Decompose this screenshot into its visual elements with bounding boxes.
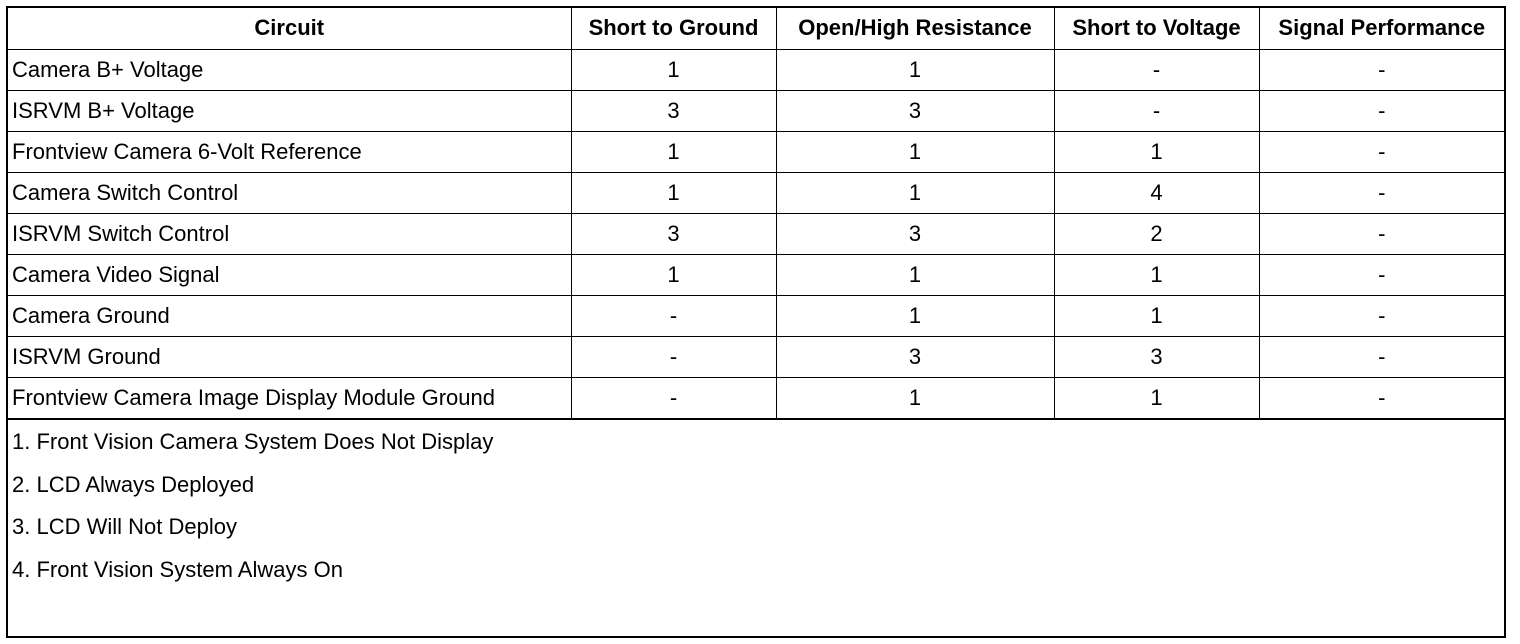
open-high-resistance-cell: 1 xyxy=(776,295,1054,336)
short-to-voltage-cell: 1 xyxy=(1054,377,1259,418)
circuit-cell: Frontview Camera 6-Volt Reference xyxy=(8,131,571,172)
short-to-ground-cell: 1 xyxy=(571,131,776,172)
signal-performance-cell: - xyxy=(1259,377,1504,418)
short-to-ground-cell: 1 xyxy=(571,254,776,295)
symptom-notes xyxy=(8,419,1504,592)
short-to-voltage-cell: 1 xyxy=(1054,131,1259,172)
short-to-voltage-cell: 2 xyxy=(1054,213,1259,254)
table-row xyxy=(8,131,1504,172)
short-to-voltage-cell: 1 xyxy=(1054,254,1259,295)
short-to-ground-cell: - xyxy=(571,295,776,336)
table-row xyxy=(8,336,1504,377)
circuit-cell: Camera Video Signal xyxy=(8,254,571,295)
short-to-ground-cell: 3 xyxy=(571,90,776,131)
signal-performance-cell: - xyxy=(1259,213,1504,254)
circuit-cell: Frontview Camera Image Display Module Ground xyxy=(8,377,571,418)
table-row xyxy=(8,377,1504,418)
fault-table xyxy=(8,8,1504,419)
short-to-voltage-cell: 4 xyxy=(1054,172,1259,213)
signal-performance-cell: - xyxy=(1259,336,1504,377)
signal-performance-cell: - xyxy=(1259,295,1504,336)
short-to-ground-cell: - xyxy=(571,336,776,377)
short-to-ground-cell: - xyxy=(571,377,776,418)
note-item: 3. LCD Will Not Deploy xyxy=(12,514,237,540)
short-to-ground-cell: 1 xyxy=(571,49,776,90)
table-row xyxy=(8,90,1504,131)
circuit-cell: Camera Ground xyxy=(8,295,571,336)
header-row xyxy=(8,8,1504,49)
circuit-cell: ISRVM Ground xyxy=(8,336,571,377)
open-high-resistance-cell: 1 xyxy=(776,49,1054,90)
signal-performance-cell: - xyxy=(1259,49,1504,90)
short-to-ground-cell: 3 xyxy=(571,213,776,254)
circuit-fault-matrix xyxy=(6,6,1506,638)
header-open-high-resistance: Open/High Resistance xyxy=(776,8,1054,49)
circuit-cell: ISRVM Switch Control xyxy=(8,213,571,254)
note-item: 2. LCD Always Deployed xyxy=(12,471,255,497)
short-to-voltage-cell: - xyxy=(1054,90,1259,131)
circuit-cell: Camera Switch Control xyxy=(8,172,571,213)
open-high-resistance-cell: 3 xyxy=(776,336,1054,377)
header-short-to-ground: Short to Ground xyxy=(571,8,776,49)
open-high-resistance-cell: 1 xyxy=(776,172,1054,213)
signal-performance-cell: - xyxy=(1259,131,1504,172)
header-circuit: Circuit xyxy=(8,8,571,49)
open-high-resistance-cell: 1 xyxy=(776,254,1054,295)
table-row xyxy=(8,295,1504,336)
short-to-voltage-cell: 1 xyxy=(1054,295,1259,336)
note-item: 1. Front Vision Camera System Does Not Display xyxy=(12,428,494,454)
table-row xyxy=(8,49,1504,90)
table-row xyxy=(8,213,1504,254)
table-row xyxy=(8,254,1504,295)
signal-performance-cell: - xyxy=(1259,172,1504,213)
open-high-resistance-cell: 1 xyxy=(776,377,1054,418)
circuit-cell: Camera B+ Voltage xyxy=(8,49,571,90)
open-high-resistance-cell: 3 xyxy=(776,90,1054,131)
header-signal-performance: Signal Performance xyxy=(1259,8,1504,49)
short-to-voltage-cell: - xyxy=(1054,49,1259,90)
open-high-resistance-cell: 1 xyxy=(776,131,1054,172)
signal-performance-cell: - xyxy=(1259,254,1504,295)
short-to-voltage-cell: 3 xyxy=(1054,336,1259,377)
signal-performance-cell: - xyxy=(1259,90,1504,131)
open-high-resistance-cell: 3 xyxy=(776,213,1054,254)
note-item: 4. Front Vision System Always On xyxy=(12,556,343,582)
short-to-ground-cell: 1 xyxy=(571,172,776,213)
circuit-cell: ISRVM B+ Voltage xyxy=(8,90,571,131)
header-short-to-voltage: Short to Voltage xyxy=(1054,8,1259,49)
table-row xyxy=(8,172,1504,213)
